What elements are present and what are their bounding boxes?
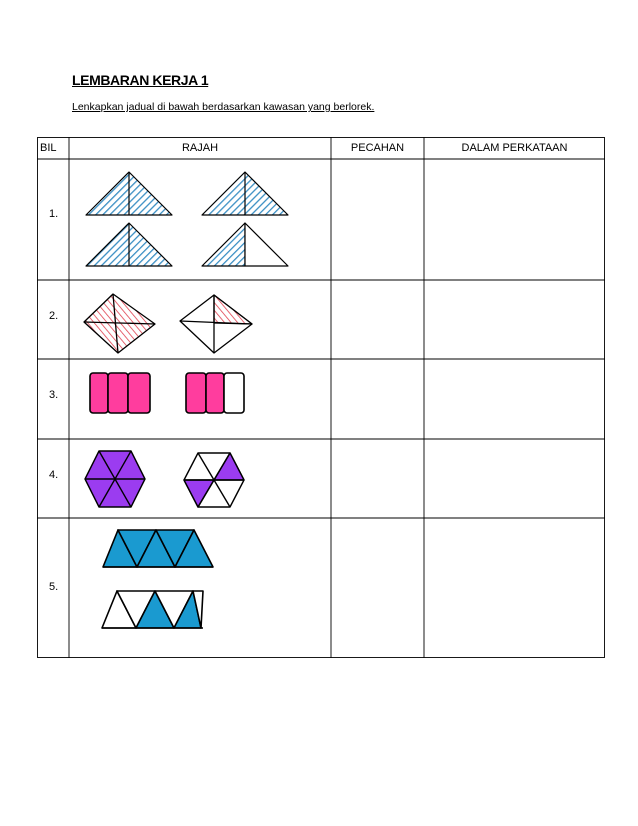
figure-row-5-trapezoids — [100, 525, 300, 645]
header-dalam-perkataan: DALAM PERKATAAN — [461, 142, 568, 154]
worksheet-title: LEMBARAN KERJA 1 — [72, 72, 209, 88]
triangle-1d-half-left — [202, 223, 245, 266]
triangle-1d-half-right — [245, 223, 288, 266]
hexagon-4a — [85, 451, 145, 507]
bar-3a-3 — [128, 373, 150, 413]
bar-3b-2 — [206, 373, 224, 413]
bar-3a-1 — [90, 373, 108, 413]
figure-row-3-bars — [88, 371, 258, 419]
figure-row-1-triangles — [78, 168, 308, 288]
bar-3a-2 — [108, 373, 128, 413]
hexagon-4b — [184, 453, 244, 507]
figure-row-4-hexagons — [82, 448, 262, 518]
row-number-5: 5. — [49, 581, 59, 593]
header-bil: BIL — [40, 142, 57, 154]
figure-row-2-rhombi — [80, 291, 270, 361]
header-rajah: RAJAH — [181, 142, 219, 154]
trapezoid-5a — [103, 530, 213, 567]
row-number-3: 3. — [49, 389, 59, 401]
row-number-2: 2. — [49, 310, 59, 322]
header-pecahan: PECAHAN — [350, 142, 405, 154]
bar-3b-1 — [186, 373, 206, 413]
bar-3b-3 — [224, 373, 244, 413]
worksheet-instruction: Lenkapkan jadual di bawah berdasarkan kawasan yang berlorek. — [72, 101, 375, 113]
row-number-1: 1. — [49, 208, 59, 220]
row-number-4: 4. — [49, 469, 59, 481]
rhombus-2b-hatched-part — [214, 295, 252, 324]
trapezoid-5b — [102, 591, 203, 628]
